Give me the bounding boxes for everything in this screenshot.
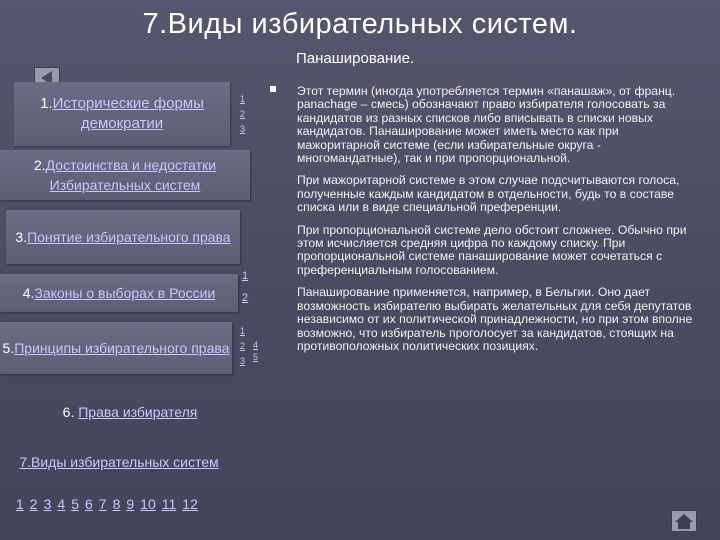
menu-num-3: 3. [15, 229, 28, 245]
page-link-12[interactable]: 12 [182, 496, 198, 512]
page-link-9[interactable]: 9 [126, 496, 135, 512]
subpage-link-5-1[interactable]: 1 [240, 326, 246, 336]
menu-num-5: 5. [2, 340, 15, 356]
subpage-link-1-1[interactable]: 1 [240, 94, 246, 104]
page-subtitle: Панаширование. [296, 50, 415, 67]
home-icon[interactable] [671, 510, 697, 532]
page-link-3[interactable]: 3 [43, 496, 52, 512]
subpage-link-5-3[interactable]: 3 [240, 356, 246, 366]
menu-label-5[interactable]: Принципы избирательного права [14, 340, 230, 356]
content-paragraph-2: При мажоритарной системе в этом случае подсчитываются голоса, полученные каждым кандидатом в отдельности, будь то в составе списка или в виде специальной преференции. [297, 173, 680, 215]
page-link-11[interactable]: 11 [161, 496, 177, 512]
menu-num-4: 4. [22, 285, 35, 301]
content-paragraph-3: При пропорциональной системе дело обстоит сложнее. Обычно при этом исчисляется средняя цифра по каждому списку. При пропорциональной системе панаширование может сочетаться с преференциальным голосованием. [297, 222, 687, 277]
menu-label-3[interactable]: Понятие избирательного права [27, 229, 231, 245]
menu-label-7[interactable]: 7.Виды избирательных систем [19, 454, 219, 470]
menu-item-7[interactable] [14, 452, 224, 472]
page-link-4[interactable]: 4 [57, 496, 66, 512]
menu-label-1[interactable]: Исторические формы демократии [52, 95, 204, 132]
subpage-link-4-1[interactable]: 1 [242, 270, 249, 282]
menu-label-6[interactable]: Права избирателя [78, 404, 198, 420]
subpage-link-1-2[interactable]: 2 [240, 109, 246, 119]
menu-button-2[interactable] [0, 150, 250, 200]
menu-label-2[interactable]: Достоинства и недостатки Избирательных систем [45, 157, 217, 193]
menu-num-6: 6. [62, 404, 79, 420]
subpage-link-1-3[interactable]: 3 [240, 124, 246, 134]
page-link-8[interactable]: 8 [112, 496, 121, 512]
page-links [16, 496, 204, 512]
subpage-link-5-2[interactable]: 2 [240, 341, 246, 351]
menu-item-6[interactable] [30, 402, 230, 422]
page-link-2[interactable]: 2 [29, 496, 38, 512]
subpage-link-5-5[interactable]: 5 [253, 352, 259, 362]
menu-button-3[interactable] [6, 210, 240, 264]
menu-button-4[interactable] [0, 274, 238, 312]
content-paragraph-1: Этот термин (иногда употребляется термин «панашаж», от франц. panachage – смесь) обозначают право избирателя голосовать за кандидатов из разных списков либо вписывать в списки новых кандидатов. Панаширование может иметь место как при мажоритарной системе (если избирательные округа - многомандатные), так и при пропорциональной. [297, 84, 676, 166]
menu-label-4[interactable]: Законы о выборах в России [34, 285, 216, 301]
menu-button-1[interactable] [14, 82, 230, 146]
menu-button-5[interactable] [0, 322, 232, 374]
menu-num-2: 2. [33, 157, 46, 173]
page-link-10[interactable]: 10 [140, 496, 156, 512]
page-link-5[interactable]: 5 [71, 496, 79, 512]
subpage-link-4-2[interactable]: 2 [242, 292, 249, 304]
bullet-icon [270, 86, 276, 92]
content-text [297, 85, 697, 362]
page-title: 7.Виды избирательных систем. [142, 8, 578, 40]
menu-num-1: 1. [40, 95, 53, 112]
content-paragraph-4: Панаширование применяется, например, в Бельгии. Оно дает возможность избирателю выбирать желательных для себя депутатов независимо от их политической принадлежности, но при этом вполне возможно, что избиратель проголосует за кандидатов, стоящих на противоположных политических позициях. [297, 285, 693, 353]
page-link-7[interactable]: 7 [98, 496, 107, 512]
page-link-1[interactable]: 1 [16, 496, 24, 512]
page-link-6[interactable]: 6 [84, 496, 93, 512]
subpage-link-5-4[interactable]: 4 [253, 340, 259, 350]
